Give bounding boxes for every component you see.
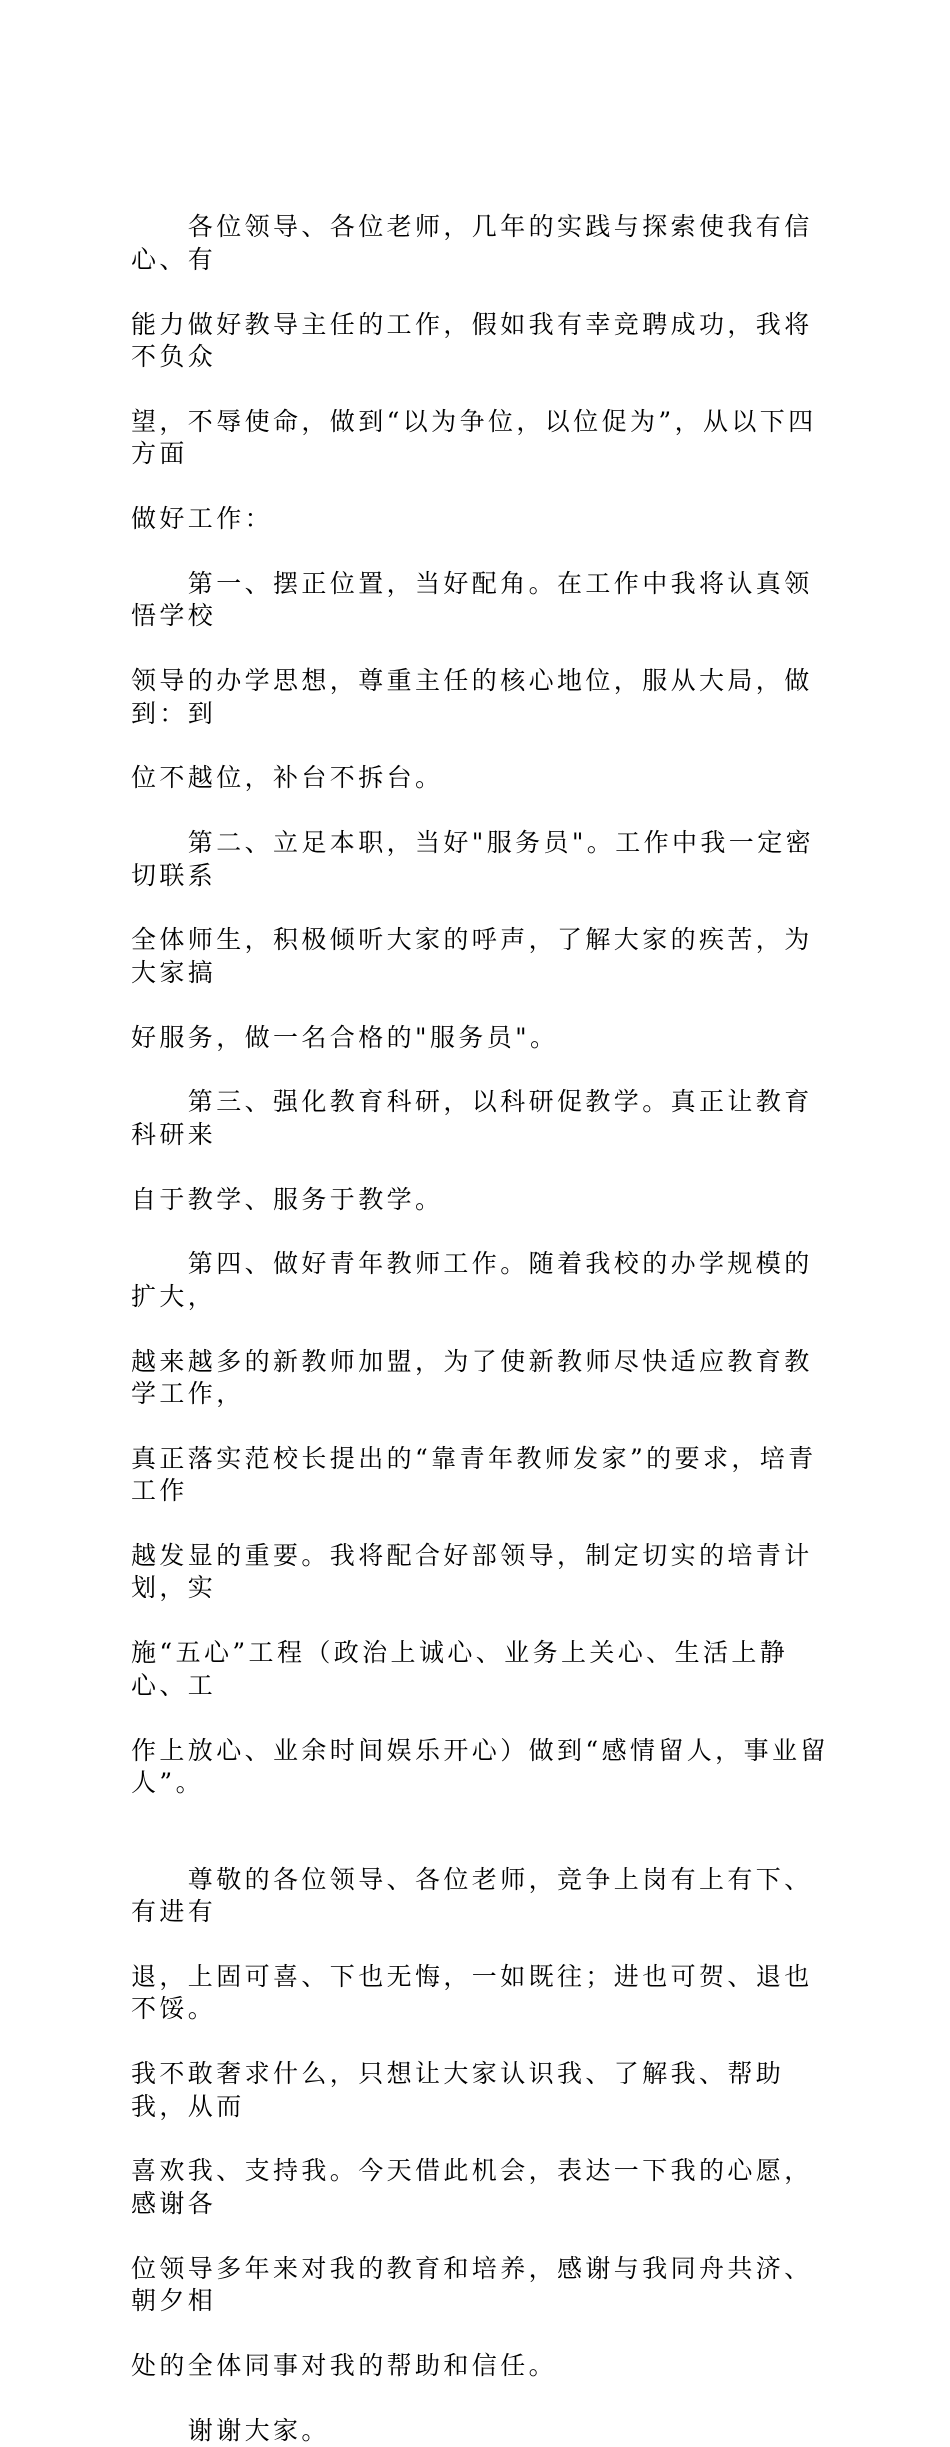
text-line: 好服务，做一名合格的"服务员"。 bbox=[131, 1022, 559, 1052]
paragraph-point-1 bbox=[131, 535, 836, 794]
text-line: 退，上固可喜、下也无悔，一如既往；进也可贺、退也不馁。 bbox=[131, 1961, 813, 2024]
text-line: 施“五心”工程（政治上诚心、业务上关心、生活上静心、工 bbox=[131, 1638, 789, 1700]
paragraph-point-4 bbox=[131, 1216, 836, 1799]
text-line: 自于教学、服务于教学。 bbox=[131, 1184, 444, 1214]
document-body bbox=[131, 179, 836, 2447]
text-line: 第四、做好青年教师工作。随着我校的办学规模的扩大， bbox=[131, 1249, 813, 1311]
text-line: 各位领导、各位老师，几年的实践与探索使我有信心、有 bbox=[131, 212, 813, 274]
paragraph-point-2 bbox=[131, 795, 836, 1054]
text-line: 尊敬的各位领导、各位老师，竞争上岗有上有下、有进有 bbox=[131, 1864, 813, 1927]
text-line: 位领导多年来对我的教育和培养，感谢与我同舟共济、朝夕相 bbox=[131, 2253, 813, 2315]
text-line: 越发显的重要。我将配合好部领导，制定切实的培青计划，实 bbox=[131, 1541, 813, 1603]
text-line: 处的全体同事对我的帮助和信任。 bbox=[131, 2350, 558, 2380]
text-line: 领导的办学思想，尊重主任的核心地位，服从大局，做到：到 bbox=[131, 666, 813, 728]
text-line: 喜欢我、支持我。今天借此机会，表达一下我的心愿，感谢各 bbox=[131, 2156, 813, 2218]
text-line: 望，不辱使命，做到“以为争位，以位促为”，从以下四方面 bbox=[131, 406, 817, 469]
text-line: 位不越位，补台不拆台。 bbox=[131, 763, 444, 793]
paragraph-spacer bbox=[131, 1799, 836, 1831]
text-line: 作上放心、业余时间娱乐开心）做到“感情留人，事业留人”。 bbox=[131, 1735, 829, 1797]
text-line: 第二、立足本职，当好"服务员"。工作中我一定密切联系 bbox=[131, 828, 814, 890]
text-line: 能力做好教导主任的工作，假如我有幸竞聘成功，我将不负众 bbox=[131, 309, 813, 372]
text-line: 谢谢大家。 bbox=[131, 2415, 330, 2445]
paragraph-point-3 bbox=[131, 1054, 836, 1216]
text-line: 真正落实范校长提出的“靠青年教师发家”的要求，培青工作 bbox=[131, 1443, 817, 1506]
text-line: 第一、摆正位置，当好配角。在工作中我将认真领悟学校 bbox=[131, 568, 813, 631]
paragraph-thanks bbox=[131, 2382, 836, 2447]
paragraph-closing bbox=[131, 1831, 836, 2382]
text-line: 全体师生，积极倾听大家的呼声，了解大家的疾苦，为大家搞 bbox=[131, 925, 813, 987]
text-line: 第三、强化教育科研，以科研促教学。真正让教育科研来 bbox=[131, 1087, 813, 1149]
paragraph-intro bbox=[131, 179, 836, 535]
text-line: 做好工作： bbox=[131, 504, 274, 534]
text-line: 我不敢奢求什么，只想让大家认识我、了解我、帮助我，从而 bbox=[131, 2059, 785, 2121]
text-line: 越来越多的新教师加盟，为了使新教师尽快适应教育教学工作， bbox=[131, 1346, 813, 1409]
